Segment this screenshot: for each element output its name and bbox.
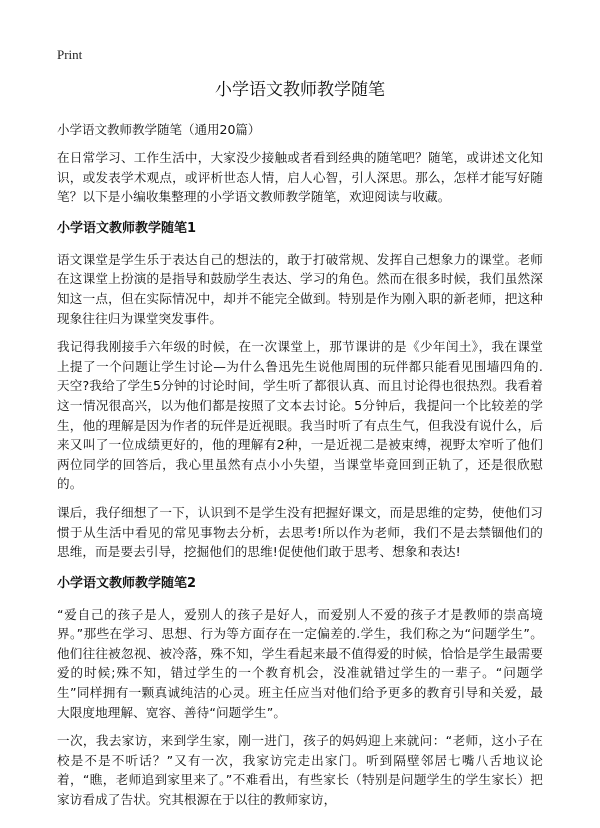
section-1-paragraph-1: 语文课堂是学生乐于表达自己的想法的，敢于打破常规、发挥自己想象力的课堂。老师在这课堂上扮演的是指导和鼓励学生表达、学习的角色。然而在很多时候，我们虽然深知这一点，但在实际情况中，却并不能完全做到。特别是作为刚入职的新老师，把这种现象往往归为课堂突发事件。 bbox=[57, 251, 543, 326]
section-2-paragraph-2: 一次，我去家访，来到学生家，刚一进门，孩子的妈妈迎上来就问：“老师，这小子在校是不是不听话？”又有一次，我家访完走出家门。听到隔壁邻居七嘴八舌地议论着，“瞧，老师追到家里来了。”不难看出，有些家长（特别是问题学生的学生家长）把家访看成了告状。究其根源在于以往的教师家访， bbox=[57, 733, 543, 808]
section-heading-1: 小学语文教师教学随笔1 bbox=[57, 220, 197, 236]
section-1-paragraph-2: 我记得我刚接手六年级的时候，在一次课堂上，那节课讲的是《少年闰土》，我在课堂上提了一个问题让学生讨论—为什么鲁迅先生说他周围的玩伴都只能看见围墙四角的.天空?我给了学生5分钟的讨论时间，学生听了都很认真、而且讨论得也很热烈。我看着这一情况很高兴，以为他们都是按照了文本去讨论。5分钟后，我提问一个比较差的学生，他的理解是因为作者的玩伴是近视眼。我当时听了有点生气，但我没有说什么，后来又叫了一位成绩更好的，他的理解有2种，一是近视二是被束缚，视野太窄听了他们两位同学的回答后，我心里虽然有点小小失望，当课堂毕竟回到正轨了，还是很欣慰的。 bbox=[57, 339, 543, 492]
section-1-paragraph-3: 课后，我仔细想了一下，认识到不是学生没有把握好课文，而是思维的定势，使他们习惯于从生活中看见的常见事物去分析，去思考!所以作为老师，我们不是去禁锢他们的思维，而是要去引导，挖掘他们的思维!促使他们敢于思考、想象和表达! bbox=[57, 504, 543, 560]
intro-paragraph: 在日常学习、工作生活中，大家没少接触或者看到经典的随笔吧？随笔，或讲述文化知识，或发表学术观点，或评析世态人情，启人心智，引人深思。那么，怎样才能写好随笔？以下是小编收集整理的小学语文教师教学随笔，欢迎阅读与收藏。 bbox=[57, 150, 543, 205]
print-link[interactable]: Print bbox=[57, 47, 83, 62]
article bbox=[57, 72, 543, 810]
article-subtitle: 小学语文教师教学随笔（通用20篇） bbox=[57, 122, 261, 137]
section-heading-2: 小学语文教师教学随笔2 bbox=[57, 575, 197, 591]
page-title: 小学语文教师教学随笔 bbox=[215, 80, 385, 100]
section-2-paragraph-1: “爱自己的孩子是人，爱别人的孩子是好人，而爱别人不爱的孩子才是教师的崇高境界。”那些在学习、思想、行为等方面存在一定偏差的.学生，我们称之为“问题学生”。他们往往被忽视、被冷落，殊不知，学生看起来最不值得爱的时候，恰恰是学生最需要爱的时候;殊不知，错过学生的一个教育机会，没准就错过学生的一辈子。“问题学生”同样拥有一颗真诚纯洁的心灵。班主任应当对他们给予更多的教育引导和关爱，最大限度地理解、宽容、善待“问题学生”。 bbox=[57, 606, 543, 720]
